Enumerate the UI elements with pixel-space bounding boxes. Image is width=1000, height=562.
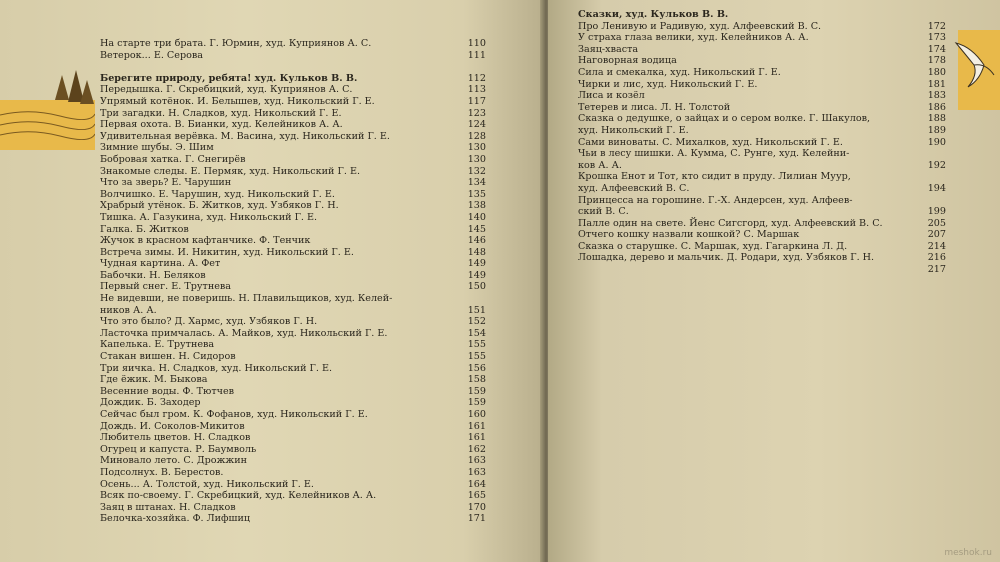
toc-entry-page-number: 130 — [467, 153, 486, 165]
toc-entry-page-number: 171 — [467, 513, 486, 525]
toc-entry-title: Бобровая хатка. Г. Снегирёв — [100, 153, 246, 165]
toc-entry-title: Дождик. Б. Заходер — [100, 397, 201, 409]
toc-entry-title: Дождь. И. Соколов-Микитов — [100, 420, 245, 432]
toc-entry-title: Галка. Б. Житков — [100, 223, 189, 235]
toc-entry — [100, 189, 486, 201]
toc-entry — [578, 113, 946, 125]
toc-entry-page-number: 159 — [467, 385, 486, 397]
toc-entry-title: Бабочки. Н. Беляков — [100, 269, 206, 281]
toc-entry-title: Лошадка, дерево и мальчик. Д. Родари, худ. Узбяков Г. Н. — [578, 252, 875, 264]
toc-entry — [100, 444, 486, 456]
toc-entry-page-number: 111 — [467, 49, 486, 61]
toc-entry — [100, 293, 486, 305]
toc-entry-title: Заяц в штанах. Н. Сладков — [100, 501, 236, 513]
toc-entry-title: Сейчас был гром. К. Фофанов, худ. Никольский Г. Е. — [100, 409, 368, 420]
toc-entry-title: Наговорная водица — [578, 55, 677, 67]
toc-entry-page-number: 145 — [467, 223, 486, 235]
toc-entry — [100, 270, 486, 282]
toc-entry-title: Встреча зимы. И. Никитин, худ. Никольский Г. Е. — [100, 246, 354, 258]
toc-entry-page-number: 128 — [467, 130, 486, 142]
toc-entry-page-number: 134 — [467, 177, 486, 189]
toc-entry-title: Огурец и капуста. Р. Баумволь — [100, 443, 257, 455]
toc-entry — [578, 252, 946, 264]
toc-entry — [100, 467, 486, 479]
toc-entry — [100, 258, 486, 270]
watermark: meshok.ru — [944, 548, 992, 558]
toc-entry-title: ников А. А. — [100, 304, 157, 316]
toc-entry — [578, 264, 946, 276]
toc-entry-title: Зимние шубы. Э. Шим — [100, 142, 214, 154]
toc-entry-title: Весенние воды. Ф. Тютчев — [100, 385, 235, 397]
toc-entry-page-number: 130 — [467, 142, 486, 154]
toc-entry — [578, 125, 946, 137]
toc-entry-title: Что за зверь? Е. Чарушин — [100, 177, 232, 189]
toc-entry-page-number: 161 — [467, 420, 486, 432]
toc-entry-title: Сами виноваты. С. Михалков, худ. Никольский Г. Е. — [578, 136, 843, 148]
toc-entry — [100, 235, 486, 247]
toc-entry-page-number: 207 — [927, 229, 946, 241]
toc-entry-page-number: 123 — [467, 107, 486, 119]
toc-entry — [100, 363, 486, 375]
toc-entry-title: Что это было? Д. Хармс, худ. Узбяков Г. Н. — [100, 316, 318, 328]
toc-entry-page-number: 165 — [467, 490, 486, 502]
toc-entry-page-number: 152 — [467, 316, 486, 328]
toc-entry — [578, 206, 946, 218]
toc-entry-title: Первая охота. В. Бианки, худ. Келейников А. А. — [100, 119, 343, 131]
toc-entry-page-number: 214 — [927, 240, 946, 252]
toc-entry-title: Отчего кошку назвали кошкой? С. Маршак — [578, 229, 800, 241]
toc-entry-title: Чирки и лис, худ. Никольский Г. Е. — [578, 78, 758, 90]
toc-entry-page-number: 132 — [467, 165, 486, 177]
toc-entry-title: Заяц-хваста — [578, 43, 639, 55]
toc-entry — [100, 513, 486, 525]
toc-entry — [100, 142, 486, 154]
toc-entry — [578, 160, 946, 172]
toc-entry-page-number: 149 — [467, 258, 486, 270]
toc-entry-title: Осень... А. Толстой, худ. Никольский Г. Е. — [100, 478, 314, 490]
toc-entry — [100, 38, 486, 50]
toc-entry — [578, 195, 946, 207]
toc-entry — [100, 409, 486, 421]
toc-entry-page-number: 163 — [467, 455, 486, 467]
toc-entry — [100, 108, 486, 120]
toc-entry-title: худ. Алфеевский В. С. — [578, 182, 690, 194]
toc-entry-title: ков А. А. — [578, 159, 622, 171]
toc-entry — [100, 212, 486, 224]
toc-entry — [100, 200, 486, 212]
toc-entry-page-number: 183 — [927, 90, 946, 102]
toc-entry — [100, 490, 486, 502]
toc-entry-page-number: 140 — [467, 211, 486, 223]
toc-entry-title: Где ёжик. М. Быкова — [100, 374, 208, 386]
toc-entry-title: Берегите природу, ребята! худ. Кульков В. В. — [100, 72, 358, 84]
toc-entry-page-number: 199 — [927, 206, 946, 218]
toc-entry-page-number: 170 — [467, 501, 486, 513]
toc-entry-page-number: 149 — [467, 269, 486, 281]
toc-entry-page-number: 188 — [927, 113, 946, 125]
toc-entry-page-number: 174 — [927, 43, 946, 55]
toc-entry-page-number: 155 — [467, 351, 486, 363]
toc-entry-title: Чудная картина. А. Фет — [100, 258, 221, 270]
toc-entry — [100, 455, 486, 467]
toc-entry — [100, 247, 486, 259]
toc-entry-title: Капелька. Е. Трутнева — [100, 339, 215, 351]
toc-entry-title: На старте три брата. Г. Юрмин, худ. Куприянов А. С. — [100, 38, 372, 49]
toc-entry — [100, 328, 486, 340]
toc-entry — [578, 67, 946, 79]
toc-entry — [100, 305, 486, 317]
toc-entry-title: Ветерок... Е. Серова — [100, 49, 203, 61]
toc-entry-title: Палле один на свете. Йенс Сигсгорд, худ. Алфеевский В. С. — [578, 217, 883, 229]
toc-entry-title: Принцесса на горошине. Г.-Х. Андерсен, худ. Алфеев- — [578, 194, 853, 206]
toc-entry — [578, 218, 946, 230]
toc-entry — [100, 386, 486, 398]
toc-entry — [578, 44, 946, 56]
toc-entry — [100, 316, 486, 328]
toc-entry — [100, 351, 486, 363]
toc-entry — [100, 432, 486, 444]
toc-entry — [578, 148, 946, 160]
toc-entry — [100, 50, 486, 62]
toc-entry-title: Миновало лето. С. Дрожжин — [100, 455, 247, 467]
toc-entry-title: Лиса и козёл — [578, 90, 645, 102]
toc-entry-page-number: 160 — [467, 409, 486, 420]
toc-entry-title: Три яичка. Н. Сладков, худ. Никольский Г. Е. — [100, 362, 333, 374]
toc-entry-title: Волчишко. Е. Чарушин, худ. Никольский Г. Е. — [100, 188, 335, 200]
toc-entry-page-number: 159 — [467, 397, 486, 409]
toc-entry — [100, 281, 486, 293]
toc-entry-title: Стакан вишен. Н. Сидоров — [100, 351, 236, 363]
toc-entry-page-number: 154 — [467, 327, 486, 339]
toc-entry-page-number: 172 — [927, 20, 946, 32]
toc-entry-title: Про Ленивую и Радивую, худ. Алфеевский В. С. — [578, 20, 822, 32]
toc-entry-page-number: 148 — [467, 246, 486, 258]
toc-entry — [100, 61, 486, 73]
toc-entry-title: Жучок в красном кафтанчике. Ф. Тенчик — [100, 235, 311, 247]
toc-entry-title: Тетерев и лиса. Л. Н. Толстой — [578, 101, 731, 113]
toc-entry-title: Первый снег. Е. Трутнева — [100, 281, 232, 293]
toc-entry — [578, 229, 946, 241]
toc-entry — [578, 9, 946, 21]
toc-entry — [100, 339, 486, 351]
toc-entry-title: худ. Никольский Г. Е. — [578, 124, 689, 136]
toc-entry — [100, 177, 486, 189]
field-illustration — [0, 70, 95, 150]
toc-entry-page-number: 155 — [467, 339, 486, 351]
toc-entry-page-number: 217 — [927, 264, 946, 276]
toc-entry-title: Любитель цветов. Н. Сладков — [100, 432, 251, 444]
toc-entry-page-number: 135 — [467, 188, 486, 200]
toc-entry-page-number: 194 — [927, 182, 946, 194]
toc-entry-title: Сказка о старушке. С. Маршак, худ. Гагаркина Л. Д. — [578, 240, 848, 252]
toc-entry — [578, 55, 946, 67]
toc-entry-title: Сказка о дедушке, о зайцах и о сером волке. Г. Шакулов, — [578, 113, 871, 125]
toc-entry-page-number: 192 — [927, 159, 946, 171]
toc-entry — [578, 90, 946, 102]
toc-entry-page-number: 189 — [927, 124, 946, 136]
toc-entry-title: Передышка. Г. Скребицкий, худ. Куприянов А. С. — [100, 84, 353, 96]
toc-entry — [100, 166, 486, 178]
toc-entry-page-number: 173 — [927, 32, 946, 44]
toc-entry — [100, 421, 486, 433]
toc-entry — [100, 96, 486, 108]
toc-entry-title: Три загадки. Н. Сладков, худ. Никольский Г. Е. — [100, 107, 342, 119]
right-toc-list — [578, 9, 946, 276]
toc-entry-page-number: 186 — [927, 101, 946, 113]
toc-entry — [578, 21, 946, 33]
toc-entry-title: Знакомые следы. Е. Пермяк, худ. Никольский Г. Е. — [100, 165, 360, 177]
toc-entry-page-number: 164 — [467, 478, 486, 490]
toc-entry — [100, 119, 486, 131]
toc-entry-page-number: 113 — [467, 84, 486, 96]
toc-entry-page-number: 158 — [467, 374, 486, 386]
toc-entry-title: У страха глаза велики, худ. Келейников А. А. — [578, 32, 809, 44]
toc-entry-page-number: 190 — [927, 136, 946, 148]
toc-entry-title: Сказки, худ. Кульков В. В. — [578, 9, 729, 20]
toc-entry-page-number: 156 — [467, 362, 486, 374]
toc-entry — [100, 397, 486, 409]
toc-entry-page-number: 162 — [467, 443, 486, 455]
toc-entry-page-number: 112 — [467, 72, 486, 84]
toc-entry-title: Храбрый утёнок. Б. Житков, худ. Узбяков Г. Н. — [100, 200, 339, 212]
toc-entry-title: Подсолнух. В. Берестов. — [100, 466, 224, 478]
toc-entry-title: Тишка. А. Газукина, худ. Никольский Г. Е. — [100, 211, 318, 223]
toc-entry-title: Не видевши, не поверишь. Н. Плавильщиков, худ. Келей- — [100, 293, 393, 305]
toc-entry-title: Упрямый котёнок. И. Белышев, худ. Никольский Г. Е. — [100, 95, 375, 107]
toc-entry — [100, 154, 486, 166]
toc-entry-title: Ласточка примчалась. А. Майков, худ. Никольский Г. Е. — [100, 327, 388, 339]
toc-entry-title: Крошка Енот и Тот, кто сидит в пруду. Лилиан Муур, — [578, 171, 851, 183]
toc-entry — [578, 171, 946, 183]
toc-entry-title: Удивительная верёвка. М. Васина, худ. Никольский Г. Е. — [100, 130, 390, 142]
toc-entry-page-number: 124 — [467, 119, 486, 131]
toc-entry — [100, 73, 486, 85]
toc-entry-title: Сила и смекалка, худ. Никольский Г. Е. — [578, 66, 781, 78]
toc-entry — [578, 32, 946, 44]
toc-entry-page-number: 181 — [927, 78, 946, 90]
toc-entry — [578, 137, 946, 149]
toc-entry — [578, 79, 946, 91]
toc-entry-page-number: 138 — [467, 200, 486, 212]
toc-entry-page-number: 151 — [467, 304, 486, 316]
toc-entry — [100, 502, 486, 514]
toc-entry-page-number: 150 — [467, 281, 486, 293]
toc-entry-page-number: 180 — [927, 66, 946, 78]
toc-entry — [578, 241, 946, 253]
toc-entry — [100, 479, 486, 491]
toc-entry-page-number: 161 — [467, 432, 486, 444]
toc-entry — [100, 224, 486, 236]
toc-entry — [578, 183, 946, 195]
left-toc-list — [100, 38, 486, 525]
toc-entry-page-number: 146 — [467, 235, 486, 247]
toc-entry-page-number: 110 — [467, 38, 486, 49]
toc-entry — [578, 102, 946, 114]
toc-entry-title: ский В. С. — [578, 206, 629, 218]
toc-entry-title: Белочка-хозяйка. Ф. Лифшиц — [100, 513, 251, 525]
toc-entry — [100, 374, 486, 386]
toc-entry — [100, 131, 486, 143]
toc-entry-page-number: 205 — [927, 217, 946, 229]
toc-entry-page-number: 178 — [927, 55, 946, 67]
bird-illustration — [950, 25, 1000, 115]
toc-entry-title: Всяк по-своему. Г. Скребицкий, худ. Келейников А. А. — [100, 490, 377, 502]
toc-entry — [100, 84, 486, 96]
toc-entry-page-number: 163 — [467, 466, 486, 478]
toc-entry-title: Чьи в лесу шишки. А. Кумма, С. Рунге, худ. Келейни- — [578, 148, 850, 160]
toc-entry-page-number: 216 — [927, 252, 946, 264]
toc-entry-page-number: 117 — [467, 95, 486, 107]
